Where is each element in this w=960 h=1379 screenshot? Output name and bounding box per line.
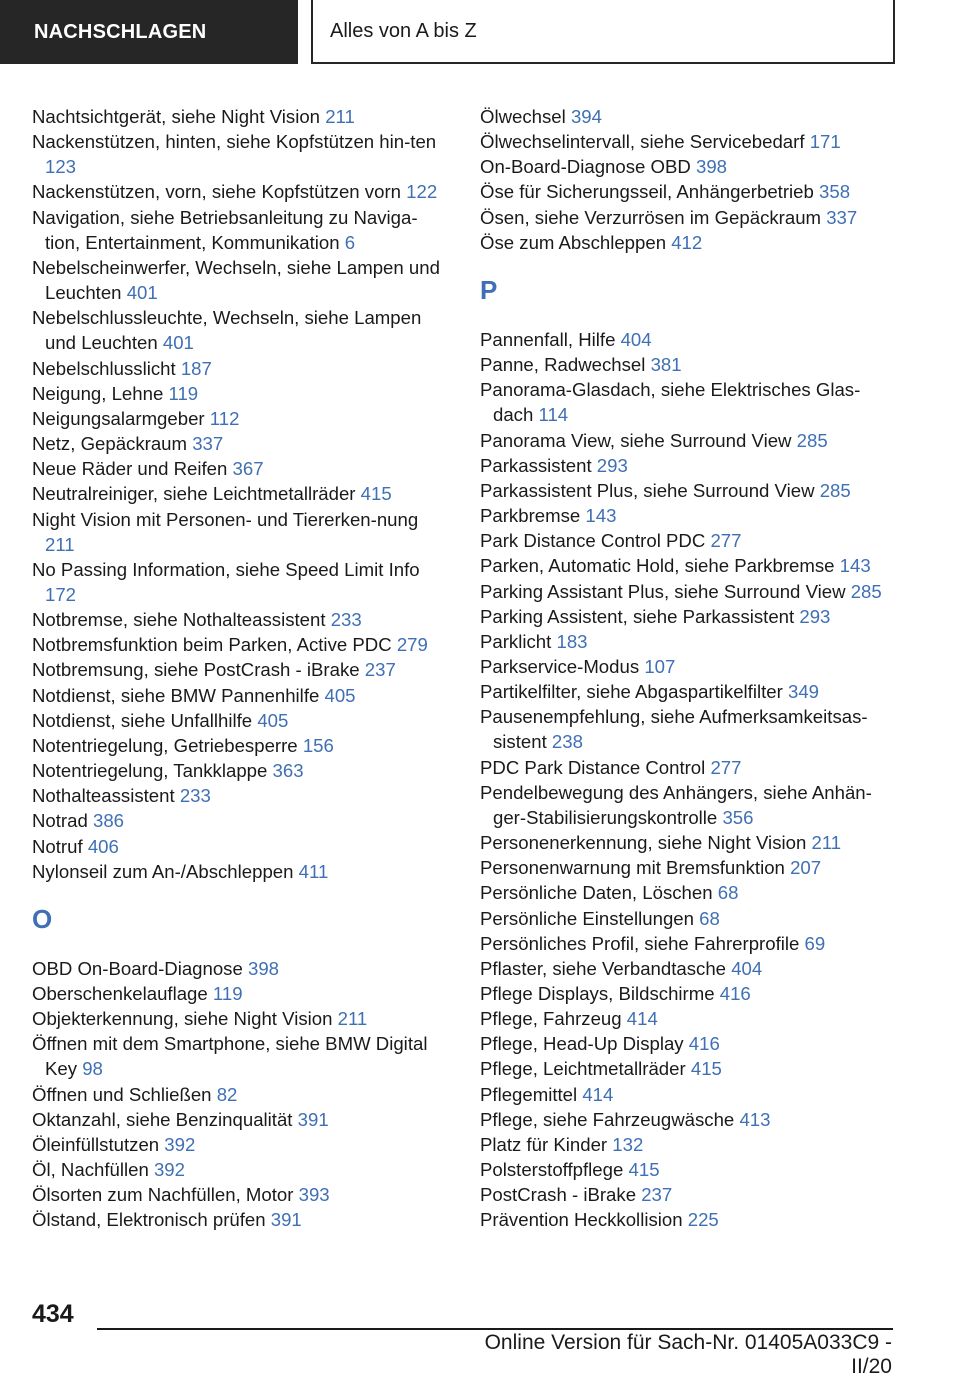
page-reference-link[interactable]: 349 (787, 681, 820, 703)
index-letter-heading: O (32, 903, 53, 934)
page-reference-link[interactable]: 415 (360, 483, 392, 505)
index-entry-term: Panorama View, siehe Surround View (480, 429, 792, 451)
index-entry (32, 683, 452, 708)
index-entry (32, 1082, 452, 1107)
index-entry (480, 1182, 900, 1207)
index-entry (32, 657, 452, 682)
index-entry (32, 356, 452, 381)
index-entry-term: PostCrash - iBrake (480, 1184, 637, 1206)
index-entry (32, 1006, 452, 1031)
index-entry (480, 352, 900, 377)
index-entry (32, 1207, 452, 1232)
index-entry-term: Parking Assistent, siehe Parkassistent (480, 605, 795, 627)
index-entry-term: Personenwarnung mit Bremsfunktion (480, 857, 785, 879)
index-entry (32, 557, 452, 607)
index-entry-term: Nebelschlusslicht (32, 357, 176, 379)
index-entry (32, 255, 452, 305)
index-entry-term: Persönliche Daten, Löschen (480, 882, 713, 904)
page-reference-link[interactable]: 337 (826, 206, 858, 228)
index-entry (480, 906, 900, 931)
page-reference-link[interactable]: 413 (739, 1108, 771, 1130)
page-reference-link[interactable]: 211 (337, 1008, 368, 1030)
index-entry-term: Nackenstützen, vorn, siehe Kopfstützen vorn (32, 181, 401, 203)
index-entry (480, 704, 900, 754)
index-entry-term: Notbremse, siehe Nothalteassistent (32, 609, 326, 631)
page-reference-link[interactable]: 143 (585, 505, 617, 527)
index-entry (32, 305, 452, 355)
page-reference-link[interactable]: 414 (626, 1008, 658, 1030)
index-entry-term: OBD On-Board-Diagnose (32, 957, 243, 979)
page-reference-link[interactable]: 119 (168, 382, 199, 404)
index-entry-term: Ösen, siehe Verzurrösen im Gepäckraum (480, 206, 822, 228)
footer-divider (97, 1328, 893, 1330)
index-entry-term: On-Board-Diagnose OBD (480, 156, 691, 178)
page-reference-link[interactable]: 225 (687, 1209, 719, 1231)
page-reference-link[interactable]: 405 (257, 709, 289, 731)
index-entry (480, 230, 900, 255)
index-entry (32, 104, 452, 129)
index-entry (32, 956, 452, 981)
page-reference-link[interactable]: 392 (153, 1159, 185, 1181)
page-reference-link[interactable]: 412 (671, 231, 703, 253)
index-entry-term: Panne, Radwechsel (480, 354, 646, 376)
page-reference-link[interactable]: 277 (710, 530, 742, 552)
index-entry (480, 629, 900, 654)
index-entry-term: Ölwechselintervall, siehe Servicebedarf (480, 131, 805, 153)
index-entry-term: Netz, Gepäckraum (32, 433, 188, 455)
index-entry (480, 755, 900, 780)
page-reference-link[interactable]: 279 (396, 634, 428, 656)
index-entry (480, 503, 900, 528)
index-entry-term: Navigation, siehe Betriebsanleitung zu Naviga‐tion, Entertainment, Kommunikation (32, 206, 418, 253)
index-entry-term: Parken, Automatic Hold, siehe Parkbremse (480, 555, 835, 577)
index-entry-term: Neigung, Lehne (32, 382, 164, 404)
index-entry (32, 834, 452, 859)
index-entry (480, 1207, 900, 1232)
page-reference-link[interactable]: 69 (804, 932, 826, 954)
index-entry (480, 1157, 900, 1182)
page-reference-link[interactable]: 416 (688, 1033, 720, 1055)
page-reference-link[interactable]: 416 (719, 983, 751, 1004)
index-entry (32, 1107, 452, 1132)
index-entry (480, 553, 900, 578)
index-entry (32, 1157, 452, 1182)
index-entry (32, 1132, 452, 1157)
index-entry-term: Parking Assistant Plus, siehe Surround View (480, 580, 846, 602)
page-reference-link[interactable]: 392 (164, 1133, 196, 1155)
index-entry (480, 528, 900, 553)
index-entry-term: Pflegemittel (480, 1083, 578, 1105)
index-entry-term: Pflaster, siehe Verbandtasche (480, 957, 727, 979)
page-reference-link[interactable]: 114 (538, 404, 569, 426)
index-entry (480, 154, 900, 179)
index-entry (480, 179, 900, 204)
page-reference-link[interactable]: 68 (717, 882, 739, 904)
page-reference-link[interactable]: 356 (722, 806, 754, 828)
index-entry (32, 129, 452, 179)
index-entry (32, 981, 452, 1006)
index-entry (480, 956, 900, 981)
page-reference-link[interactable]: 414 (582, 1083, 614, 1105)
page-reference-link[interactable]: 401 (162, 332, 194, 354)
page-reference-link[interactable]: 207 (790, 857, 822, 879)
index-entry-term: Öffnen und Schließen (32, 1083, 212, 1105)
index-entry (480, 1031, 900, 1056)
index-entry (480, 327, 900, 352)
page-reference-link[interactable]: 183 (556, 630, 588, 652)
page-reference-link[interactable]: 237 (641, 1184, 673, 1206)
index-entry-term: Ölsorten zum Nachfüllen, Motor (32, 1184, 294, 1206)
page-reference-link[interactable]: 404 (620, 328, 652, 350)
index-letter-heading: P (480, 274, 498, 305)
index-entry (32, 632, 452, 657)
page-reference-link[interactable]: 391 (297, 1108, 329, 1130)
page-reference-link[interactable]: 98 (82, 1058, 103, 1080)
index-entry (32, 1182, 452, 1207)
index-entry-term: Platz für Kinder (480, 1133, 608, 1155)
index-entry-term: Parklicht (480, 630, 552, 652)
index-entry-term: Prävention Heckkollision (480, 1209, 683, 1231)
page-number: 434 (32, 1300, 74, 1328)
index-entry-term: Pflege, Leichtmetallräder (480, 1058, 686, 1080)
index-entry-term: Notruf (32, 835, 83, 857)
index-entry-term: Notrad (32, 810, 88, 832)
page-reference-link[interactable]: 401 (126, 282, 158, 304)
index-entry (32, 507, 452, 557)
page-reference-link[interactable]: 82 (216, 1083, 238, 1105)
index-entry-term: Parkassistent (480, 454, 592, 476)
index-entry (32, 431, 452, 456)
page-reference-link[interactable]: 285 (819, 479, 851, 501)
index-entry (32, 456, 452, 481)
section-label: NACHSCHLAGEN (0, 0, 298, 64)
index-entry (480, 679, 900, 704)
index-entry-term: Öffnen mit dem Smartphone, siehe BMW Digital Key (32, 1033, 428, 1080)
index-entry (480, 579, 900, 604)
index-entry-term: Notdienst, siehe BMW Pannenhilfe (32, 684, 320, 706)
index-entry (480, 654, 900, 679)
index-entry (480, 931, 900, 956)
page-reference-link[interactable]: 172 (45, 583, 77, 605)
page-reference-link[interactable]: 404 (731, 957, 763, 979)
index-entry (32, 607, 452, 632)
page-reference-link[interactable]: 107 (644, 655, 676, 677)
index-entry (480, 478, 900, 503)
index-entry (480, 428, 900, 453)
index-entry-term: Pannenfall, Hilfe (480, 328, 616, 350)
index-entry-term: Oktanzahl, siehe Benzinqualität (32, 1108, 293, 1130)
index-entry (480, 1082, 900, 1107)
page-reference-link[interactable]: 293 (799, 605, 831, 627)
index-entry-term: Öse für Sicherungsseil, Anhängerbetrieb (480, 181, 814, 203)
index-entry (32, 179, 452, 204)
page-reference-link[interactable]: 68 (699, 907, 720, 929)
index-entry-term: Objekterkennung, siehe Night Vision (32, 1008, 333, 1030)
index-entry-term: Parkassistent Plus, siehe Surround View (480, 479, 815, 501)
index-entry-term: Nackenstützen, hinten, siehe Kopfstützen hin‐ten (32, 131, 437, 153)
index-entry-term: Panorama-Glasdach, siehe Elektrisches Glas‐dach (480, 379, 861, 426)
index-entry-term: Parkservice-Modus (480, 655, 640, 677)
index-entry-term: No Passing Information, siehe Speed Limit Info (32, 558, 420, 580)
index-entry-term: Ölwechsel (480, 106, 566, 127)
index-entry (32, 205, 452, 255)
page-reference-link[interactable]: 211 (325, 106, 355, 127)
index-entry-term: Notbremsung, siehe PostCrash - iBrake (32, 659, 360, 681)
index-entry-term: Oberschenkelauflage (32, 983, 208, 1004)
index-entry (32, 808, 452, 833)
page-reference-link[interactable]: 411 (298, 860, 329, 882)
page-reference-link[interactable]: 277 (710, 756, 742, 778)
index-entry-term: Öl, Nachfüllen (32, 1159, 149, 1181)
index-entry (32, 481, 452, 506)
index-entry (480, 780, 900, 830)
index-entry (32, 733, 452, 758)
index-entry-term: Notentriegelung, Getriebesperre (32, 734, 298, 756)
page-reference-link[interactable]: 233 (179, 785, 211, 807)
page-reference-link[interactable]: 363 (272, 760, 304, 782)
index-entry-term: Nothalteassistent (32, 785, 175, 807)
page-reference-link[interactable]: 406 (87, 835, 119, 857)
page-reference-link[interactable]: 393 (298, 1184, 330, 1206)
index-entry-term: Pflege Displays, Bildschirme (480, 983, 715, 1004)
chapter-title: Alles von A bis Z (311, 0, 895, 64)
page-reference-link[interactable]: 211 (811, 832, 842, 854)
index-entry-term: Notdienst, siehe Unfallhilfe (32, 709, 253, 731)
index-entry-term: Nebelscheinwerfer, Wechseln, siehe Lampen und Leuchten (32, 256, 440, 304)
index-entry-term: Pflege, siehe Fahrzeugwäsche (480, 1108, 735, 1130)
index-entry (480, 1132, 900, 1157)
index-entry-term: PDC Park Distance Control (480, 756, 706, 778)
page-reference-link[interactable]: 123 (45, 156, 77, 178)
index-entry (480, 880, 900, 905)
index-entry-term: Night Vision mit Personen- und Tiererken‐nung (32, 508, 419, 530)
index-entry (480, 1006, 900, 1031)
page-reference-link[interactable]: 285 (850, 580, 882, 602)
page-reference-link[interactable]: 237 (364, 659, 396, 681)
index-entry-term: Pflege, Head-Up Display (480, 1033, 684, 1055)
index-entry (480, 1056, 900, 1081)
page-reference-link[interactable]: 391 (270, 1209, 302, 1231)
page-reference-link[interactable]: 187 (180, 357, 212, 379)
index-entry (32, 708, 452, 733)
index-entry (480, 129, 900, 154)
index-column-left (32, 104, 452, 1233)
page-reference-link[interactable]: 394 (570, 106, 602, 127)
page-reference-link[interactable]: 405 (324, 684, 356, 706)
page-reference-link[interactable]: 171 (809, 131, 841, 153)
page-reference-link[interactable]: 119 (212, 983, 243, 1004)
page-reference-link[interactable]: 337 (192, 433, 224, 455)
index-entry-term: Pflege, Fahrzeug (480, 1008, 622, 1030)
page-reference-link[interactable]: 415 (628, 1159, 660, 1181)
index-entry (480, 830, 900, 855)
index-entry (480, 205, 900, 230)
page-reference-link[interactable]: 122 (406, 181, 438, 203)
page-reference-link[interactable]: 398 (696, 156, 728, 178)
index-entry (480, 104, 900, 129)
index-entry (32, 783, 452, 808)
footer-version-text: Online Version für Sach-Nr. 01405A033C9 - II/20 (484, 1331, 892, 1378)
index-entry-term: Pausenempfehlung, siehe Aufmerksamkeitsas‐sistent (480, 706, 868, 753)
index-entry (480, 453, 900, 478)
index-entry (480, 1107, 900, 1132)
index-entry-term: Personenerkennung, siehe Night Vision (480, 832, 807, 854)
page-reference-link[interactable]: 381 (650, 354, 682, 376)
page-reference-link[interactable]: 132 (612, 1133, 644, 1155)
index-entry (480, 981, 900, 1006)
index-entry (32, 381, 452, 406)
page-reference-link[interactable]: 233 (330, 609, 362, 631)
page-reference-link[interactable]: 285 (796, 429, 828, 451)
index-entry-term: Neigungsalarmgeber (32, 407, 205, 429)
page-reference-link[interactable]: 386 (92, 810, 125, 832)
index-entry-term: Nachtsichtgerät, siehe Night Vision (32, 106, 321, 127)
index-entry-term: Parkbremse (480, 505, 581, 527)
index-entry-term: Öse zum Abschleppen (480, 231, 667, 253)
page-reference-link[interactable]: 112 (209, 407, 240, 429)
index-entry-term: Park Distance Control PDC (480, 530, 706, 552)
index-entry-term: Persönliche Einstellungen (480, 907, 694, 929)
index-entry (480, 377, 900, 427)
index-entry-term: Pendelbewegung des Anhängers, siehe Anhän‐ger-Stabilisierungskontrolle (480, 781, 872, 828)
index-entry (480, 604, 900, 629)
index-entry-term: Neutralreiniger, siehe Leichtmetallräder (32, 483, 356, 505)
page-reference-link[interactable]: 238 (551, 731, 583, 753)
page-reference-link[interactable]: 367 (232, 458, 264, 480)
page-reference-link[interactable]: 143 (839, 555, 871, 577)
index-entry-term: Notentriegelung, Tankklappe (32, 760, 268, 782)
index-entry-term: Ölstand, Elektronisch prüfen (32, 1209, 266, 1231)
index-column-right (480, 104, 900, 1233)
index-entry (480, 855, 900, 880)
index-entry-term: Persönliches Profil, siehe Fahrerprofile (480, 932, 800, 954)
index-entry (32, 1031, 452, 1081)
page-reference-link[interactable]: 156 (302, 734, 334, 756)
page-reference-link[interactable]: 293 (596, 454, 628, 476)
page-reference-link[interactable]: 6 (344, 231, 356, 253)
index-entry (32, 406, 452, 431)
index-entry-term: Partikelfilter, siehe Abgaspartikelfilter (480, 681, 783, 703)
index-entry-term: Polsterstoffpflege (480, 1159, 624, 1181)
index-entry-term: Nylonseil zum An-/Abschleppen (32, 860, 294, 882)
index-entry-term: Neue Räder und Reifen (32, 458, 228, 480)
index-entry (32, 758, 452, 783)
index-entry-term: Nebelschlussleuchte, Wechseln, siehe Lampen und Leuchten (32, 307, 422, 354)
page-reference-link[interactable]: 211 (45, 533, 75, 555)
index-entry (32, 859, 452, 884)
page-reference-link[interactable]: 415 (690, 1058, 722, 1080)
page-reference-link[interactable]: 398 (248, 957, 280, 979)
page-reference-link[interactable]: 358 (819, 181, 851, 203)
index-entry-term: Öleinfüllstutzen (32, 1133, 160, 1155)
index-entry-term: Notbremsfunktion beim Parken, Active PDC (32, 634, 392, 656)
